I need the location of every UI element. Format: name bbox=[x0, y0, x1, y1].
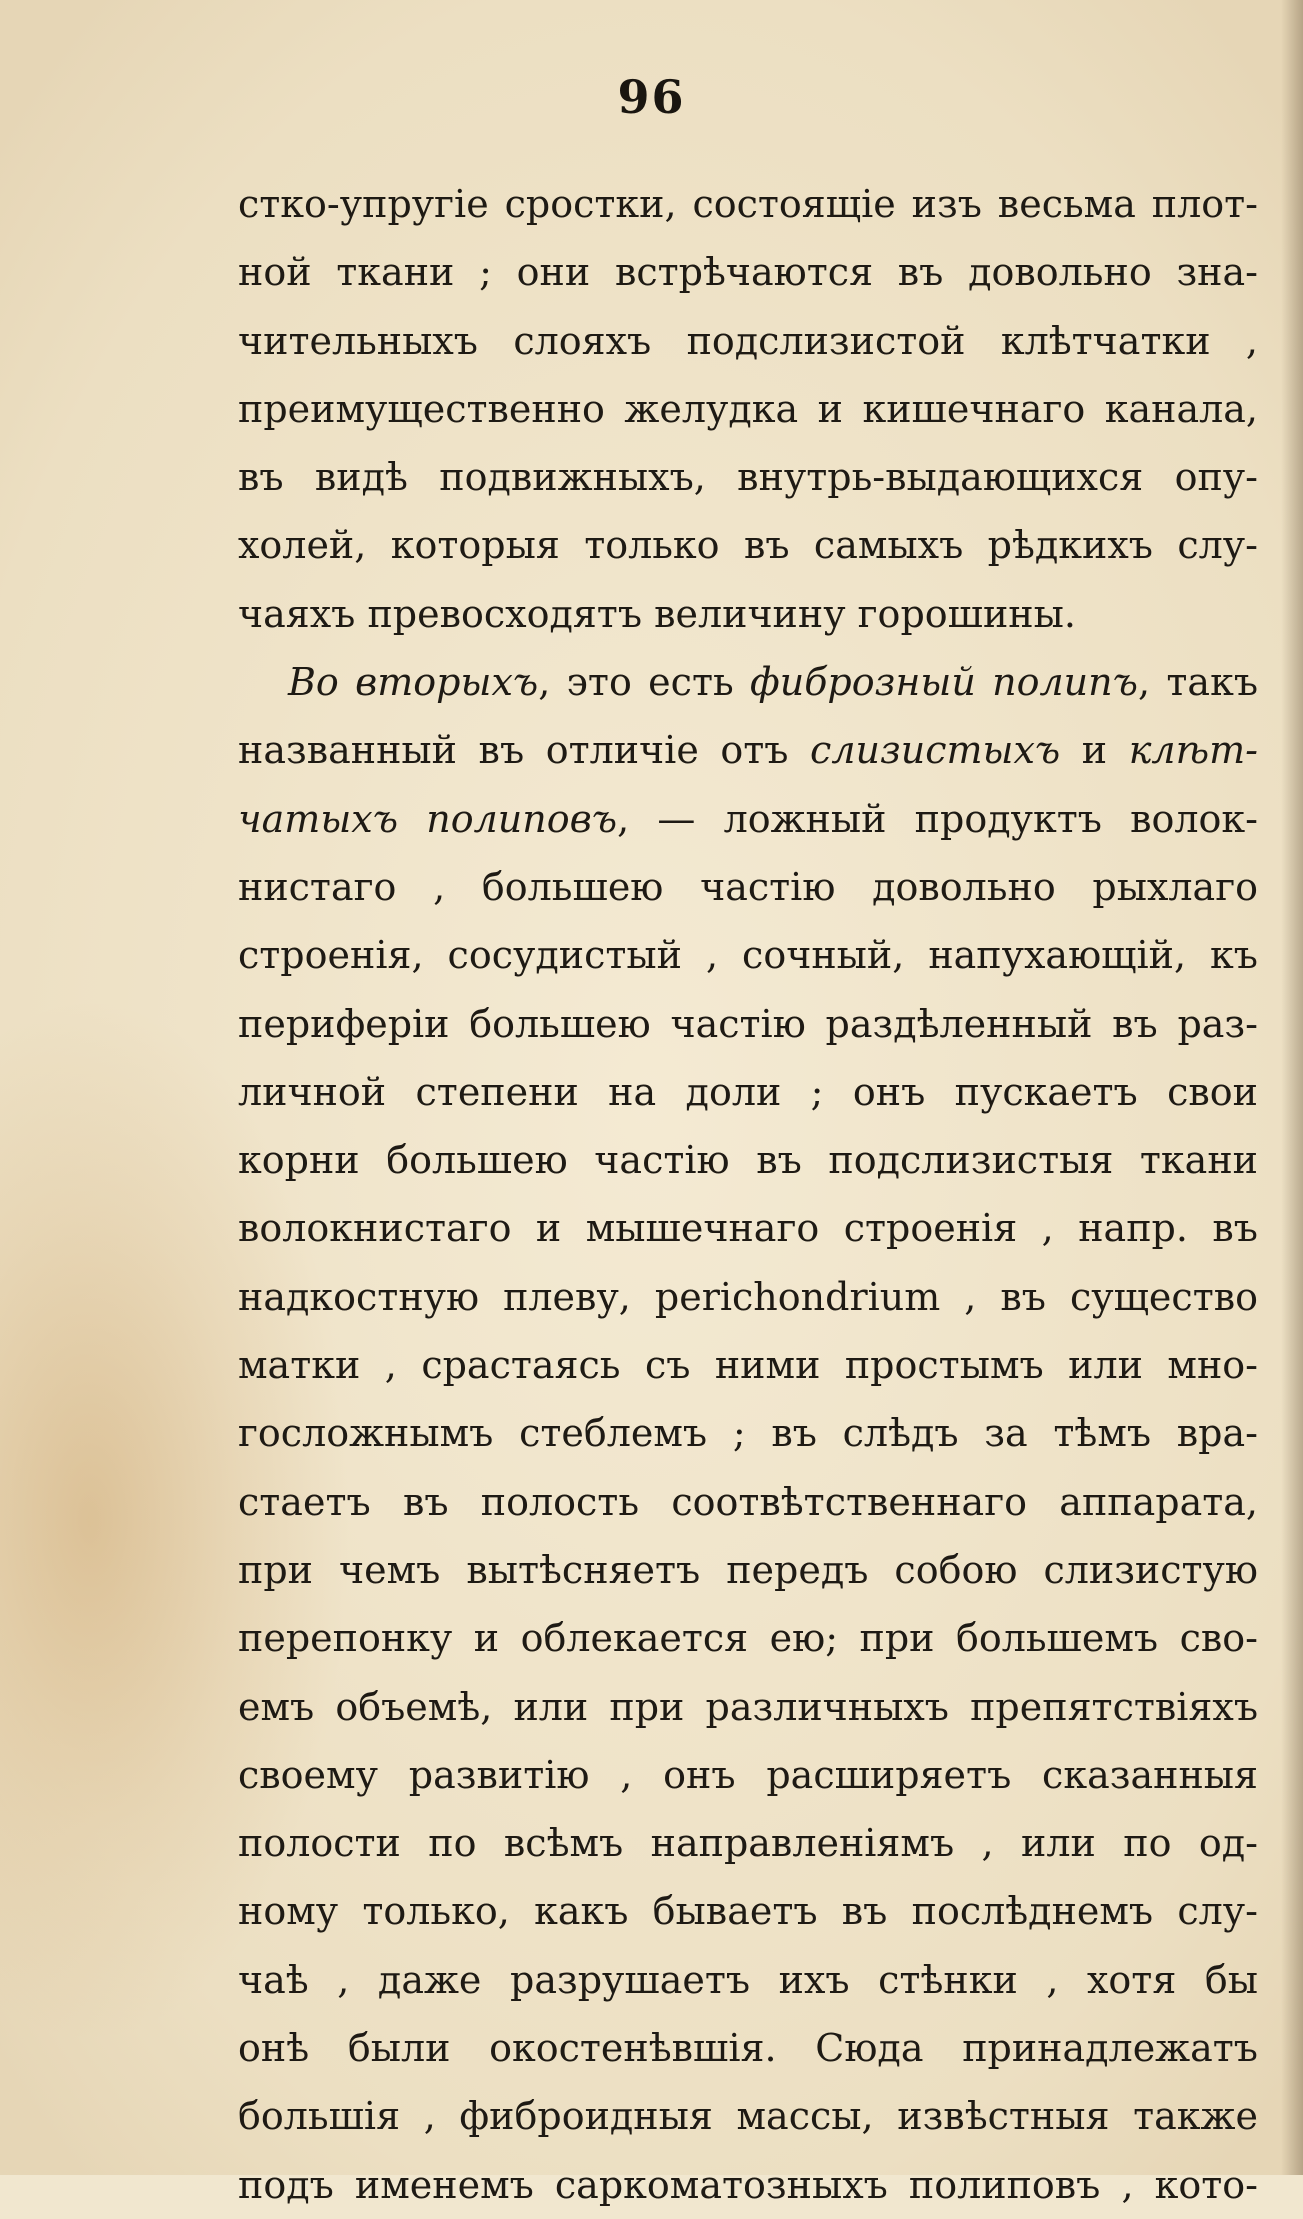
text-line: нистаго , большею частію довольно рыхлаго bbox=[238, 864, 1258, 909]
text-line: полости по всѣмъ направленіямъ , или по од- bbox=[238, 1821, 1258, 1866]
text-line: матки , срастаясь съ ними простымъ или мно- bbox=[238, 1343, 1258, 1388]
text-line: въ видѣ подвижныхъ, внутрь-выдающихся опу- bbox=[238, 455, 1258, 500]
page-number: 96 bbox=[617, 70, 686, 124]
italic-term: фиброзный полипъ bbox=[750, 660, 1138, 705]
text-segment: , это есть bbox=[538, 660, 750, 705]
page-edge-shadow bbox=[1281, 0, 1303, 2175]
text-line: чаяхъ превосходятъ величину горошины. bbox=[238, 591, 1076, 636]
text-line bbox=[238, 785, 1258, 853]
text-line: стко-упругіе сростки, состоящіе изъ весьма плот- bbox=[238, 182, 1258, 226]
text-line: ной ткани ; они встрѣчаются въ довольно зна- bbox=[238, 250, 1258, 295]
text-line: холей, которыя только въ самыхъ рѣдкихъ слу- bbox=[238, 523, 1258, 568]
text-line: емъ объемѣ, или при различныхъ препятствіяхъ bbox=[238, 1684, 1258, 1729]
text-line: подъ именемъ саркоматозныхъ полиповъ , кото- bbox=[238, 2162, 1258, 2207]
italic-term: слизистыхъ bbox=[810, 728, 1061, 773]
text-line: госложнымъ стеблемъ ; въ слѣдъ за тѣмъ вра- bbox=[238, 1411, 1258, 1456]
text-line: большія , фиброидныя массы, извѣстныя также bbox=[238, 2094, 1258, 2139]
text-line: онѣ были окостенѣвшія. Сюда принадлежатъ bbox=[238, 2026, 1258, 2071]
text-line: преимущественно желудка и кишечнаго канала, bbox=[238, 386, 1258, 431]
text-line: стаетъ въ полость соотвѣтственнаго аппарата, bbox=[238, 1479, 1258, 1524]
text-line: периферіи большею частію раздѣленный въ раз- bbox=[238, 1001, 1258, 1046]
italic-term: клѣт- bbox=[1128, 728, 1258, 773]
text-line: при чемъ вытѣсняетъ передъ собою слизистую bbox=[238, 1547, 1258, 1592]
text-line bbox=[238, 648, 1258, 716]
text-line: своему развитію , онъ расширяетъ сказанныя bbox=[238, 1752, 1258, 1797]
text-line: личной степени на доли ; онъ пускаетъ свои bbox=[238, 1069, 1258, 1114]
text-line: чаѣ , даже разрушаетъ ихъ стѣнки , хотя бы bbox=[238, 1957, 1258, 2002]
text-line: чительныхъ слояхъ подслизистой клѣтчатки , bbox=[238, 318, 1258, 363]
italic-term: Во вторыхъ bbox=[288, 660, 539, 705]
text-line bbox=[238, 716, 1258, 784]
text-line: корни большею частію въ подслизистыя ткани bbox=[238, 1138, 1258, 1183]
text-segment: и bbox=[1060, 728, 1129, 773]
text-segment: , — ложный продуктъ волок- bbox=[617, 796, 1258, 841]
italic-term: чатыхъ полиповъ bbox=[238, 796, 618, 841]
text-line: надкостную плеву, perichondrium , въ существо bbox=[238, 1274, 1258, 1319]
text-line: волокнистаго и мышечнаго строенія , напр. въ bbox=[238, 1206, 1258, 1251]
text-segment: , такъ bbox=[1137, 660, 1258, 705]
body-text bbox=[238, 170, 1258, 2219]
text-line: перепонку и облекается ею; при большемъ сво- bbox=[238, 1616, 1258, 1661]
text-segment: названный въ отличіе отъ bbox=[238, 728, 811, 773]
text-line: ному только, какъ бываетъ въ послѣднемъ слу- bbox=[238, 1889, 1258, 1934]
text-line: строенія, сосудистый , сочный, напухающій, къ bbox=[238, 933, 1258, 978]
